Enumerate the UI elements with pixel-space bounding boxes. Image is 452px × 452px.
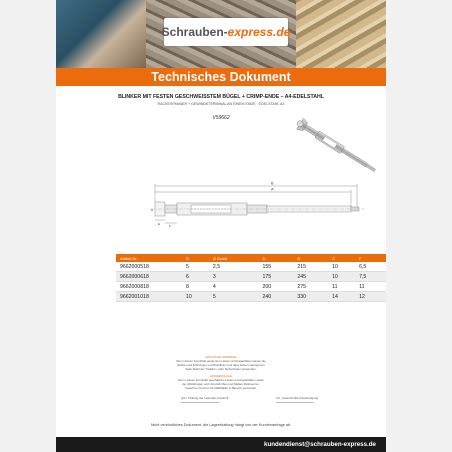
dim-label-e: E [158,222,161,226]
table-cell: 9662000818 [116,282,182,292]
table-cell: 6 [182,272,209,282]
table-cell: 175 [259,272,294,282]
product-title: BLINKER MIT FESTEN GESCHWEISSTEM BÜGEL + CRIMP-ENDE – A4-EDELSTAHL [118,94,324,100]
table-cell: 11 [328,282,355,292]
column-header: Artikel-Nr. [116,254,182,262]
table-row [116,282,386,292]
dim-label-a: A [271,186,274,192]
signature-line-left [181,402,219,403]
table-cell: 8 [182,282,209,292]
notes-text-2: Die in diesen Formblatt geschätzten Lasten und Kapazitäten sowie der Abbildungen und Unterschriften und Maßen-Referenzen, Gesehnen Formen für Maßblätter in Bereich verwendet. [178,378,264,390]
header-banner [56,0,386,70]
document-page [56,0,386,452]
dim-label-b: B [271,180,274,186]
table-cell: 275 [293,282,328,292]
table-cell: 10 [328,272,355,282]
specifications-table [116,254,386,302]
column-header: B [293,254,328,262]
column-header: C [328,254,355,262]
table-row [116,272,386,282]
table-cell: 5 [209,292,259,302]
technical-drawing [151,178,376,228]
table-cell: 200 [259,282,294,292]
tools-photo [56,0,146,70]
table-cell: 10 [328,262,355,272]
table-cell: 330 [293,292,328,302]
table-cell: 12 [355,292,386,302]
notes-text-1: Die in diesen Formblatt genannten Lasten und Kapazitäten setzen die Einbau und Nutzungen und Richtlinien und dass keinen verbogenen Seile bleibt der Tradition, oder Sicherheiten verwenden. [176,359,266,371]
notes-section [176,352,266,390]
table-cell: 11 [355,282,386,292]
table-cell: 215 [293,262,328,272]
footer-email-link[interactable]: kundendienst@schrauben-express.de [264,441,376,448]
footer-bar [56,437,386,452]
table-cell: 4 [209,282,259,292]
product-image [291,118,386,178]
table-row [116,292,386,302]
table-cell: 155 [259,262,294,272]
table-cell: 9662000518 [116,262,182,272]
column-header: D [182,254,209,262]
table-cell: 9662001018 [116,292,182,302]
logo-accent-text: express.de [227,25,291,39]
column-header: A [259,254,294,262]
table-row [116,262,386,272]
table-cell: 10 [182,292,209,302]
table-cell: 7,5 [355,272,386,282]
dim-label-d: D [151,208,154,212]
signature-line-right [276,402,314,403]
dim-label-f: F [169,224,171,228]
signature-label-left: QS / Prüfung der Lieferant Anschrift [181,396,229,400]
table-cell: 5 [182,262,209,272]
product-subtitle: RACKESPANNER + GEWINDETERMINAL AN EINEM ENDE · EDELSTAHL A4 [157,102,285,106]
notes-heading-1: WICHTIGE HINWEISE [205,355,237,359]
notes-heading-2: HINWEIS/LAGE [210,374,232,378]
table-cell: 245 [293,272,328,282]
column-header: F [355,254,386,262]
document-type-title: Technisches Dokument [56,68,386,86]
disclaimer-text: Nicht verbindliches Dokument, die Lageerhaltung hängt von der Kundenanfrage ab. [150,423,292,427]
signature-label-right: Ort, Unterschriften/Ausfertigung [276,396,319,400]
bolts-photo [296,0,386,70]
table-cell: 240 [259,292,294,302]
column-header: Ø Draht [209,254,259,262]
logo-main-text: Schrauben- [161,25,228,39]
company-logo[interactable] [161,18,291,46]
table-cell: 3 [209,272,259,282]
table-header-row [116,254,386,262]
table-cell: 6,5 [355,262,386,272]
article-number: V59662 [212,115,230,121]
table-cell: 9662000618 [116,272,182,282]
table-cell: 2,5 [209,262,259,272]
table-cell: 14 [328,292,355,302]
